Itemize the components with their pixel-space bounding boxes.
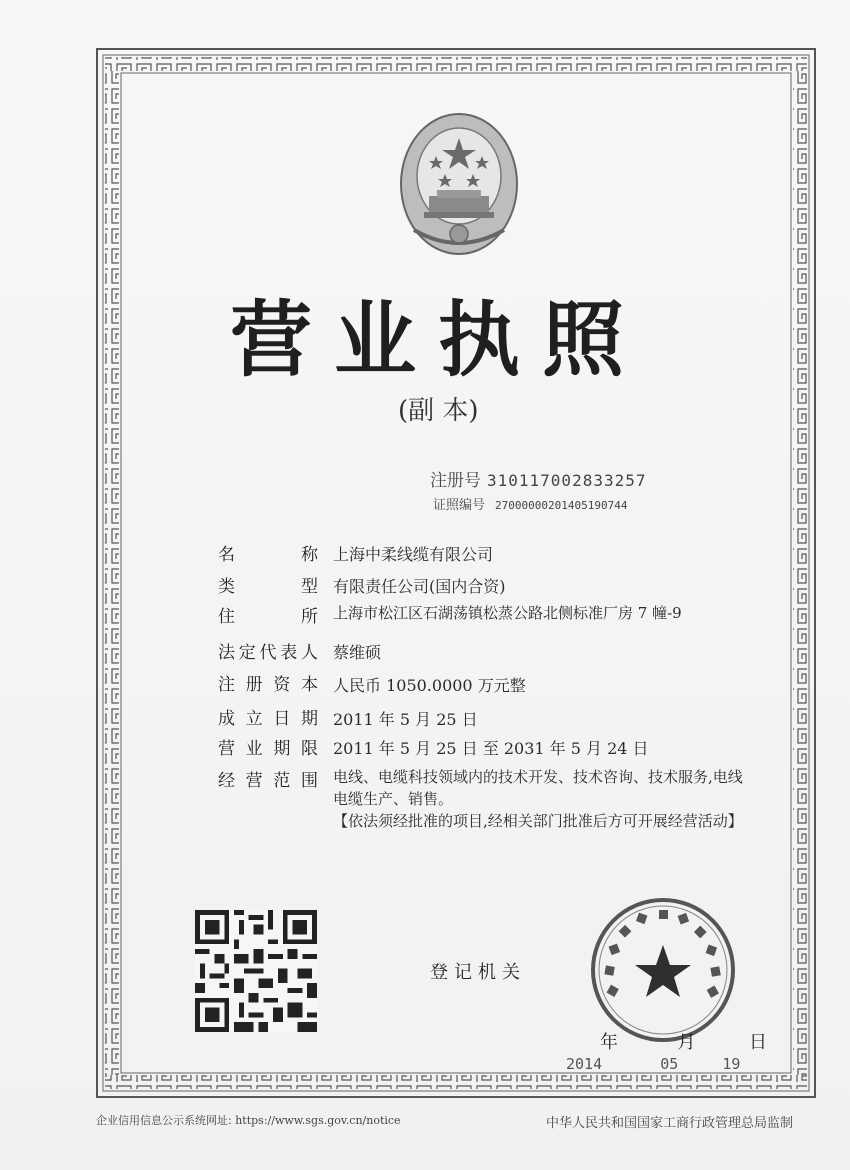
national-emblem [396, 110, 522, 258]
registration-label: 注册号 [430, 471, 481, 491]
name-label: 名 称 [218, 545, 318, 565]
issue-date-labels [600, 1028, 767, 1054]
license-title: 营业执照 [230, 293, 647, 388]
name-value: 上海中柔线缆有限公司 [333, 545, 494, 564]
address-value: 上海市松江区石湖荡镇松蒸公路北侧标准厂房 7 幢-9 [333, 604, 682, 622]
day-label: 日 [748, 1032, 767, 1053]
type-value: 有限责任公司(国内合资) [333, 577, 506, 596]
issue-day: 19 [722, 1055, 741, 1073]
legal-rep-label: 法定代表人 [218, 643, 318, 663]
footer-supervisor: 中华人民共和国国家工商行政管理总局监制 [546, 1116, 794, 1131]
scope-value [333, 766, 743, 832]
scope-label: 经营范围 [218, 771, 318, 791]
scope-line-1: 电线、电缆科技领域内的技术开发、技术咨询、技术服务,电线电缆生产、销售。 [333, 768, 743, 808]
address-label: 住 所 [218, 607, 318, 627]
capital-label: 注册资本 [218, 675, 318, 695]
footer-website-url[interactable]: https://www.sgs.gov.cn/notice [235, 1114, 401, 1127]
capital-value: 人民币 1050.0000 万元整 [333, 676, 526, 695]
footer-website [96, 1112, 401, 1128]
qr-code [195, 910, 317, 1032]
term-value: 2011 年 5 月 25 日 至 2031 年 5 月 24 日 [333, 739, 649, 758]
certificate-number: 27000000201405190744 [495, 499, 628, 512]
legal-rep-value: 蔡维硕 [333, 643, 382, 662]
year-label: 年 [600, 1032, 618, 1053]
registration-number: 310117002833257 [487, 471, 647, 490]
month-label: 月 [677, 1032, 696, 1053]
certificate-number-line [433, 494, 627, 513]
official-seal [588, 895, 738, 1045]
certificate-label: 证照编号 [433, 498, 486, 513]
issue-date-values [566, 1055, 740, 1073]
established-label: 成立日期 [218, 709, 318, 729]
type-label: 类 型 [218, 577, 318, 597]
established-value: 2011 年 5 月 25 日 [333, 710, 478, 729]
footer-website-label: 企业信用信息公示系统网址: [96, 1114, 232, 1127]
registration-number-line [430, 466, 647, 491]
registration-authority-label: 登记机关 [430, 962, 526, 983]
term-label: 营业期限 [218, 739, 318, 759]
copy-subtitle: (副 本) [398, 396, 479, 426]
scope-line-2: 【依法须经批准的项目,经相关部门批准后方可开展经营活动】 [333, 812, 743, 830]
issue-month: 05 [660, 1055, 679, 1073]
issue-year: 2014 [566, 1055, 603, 1073]
